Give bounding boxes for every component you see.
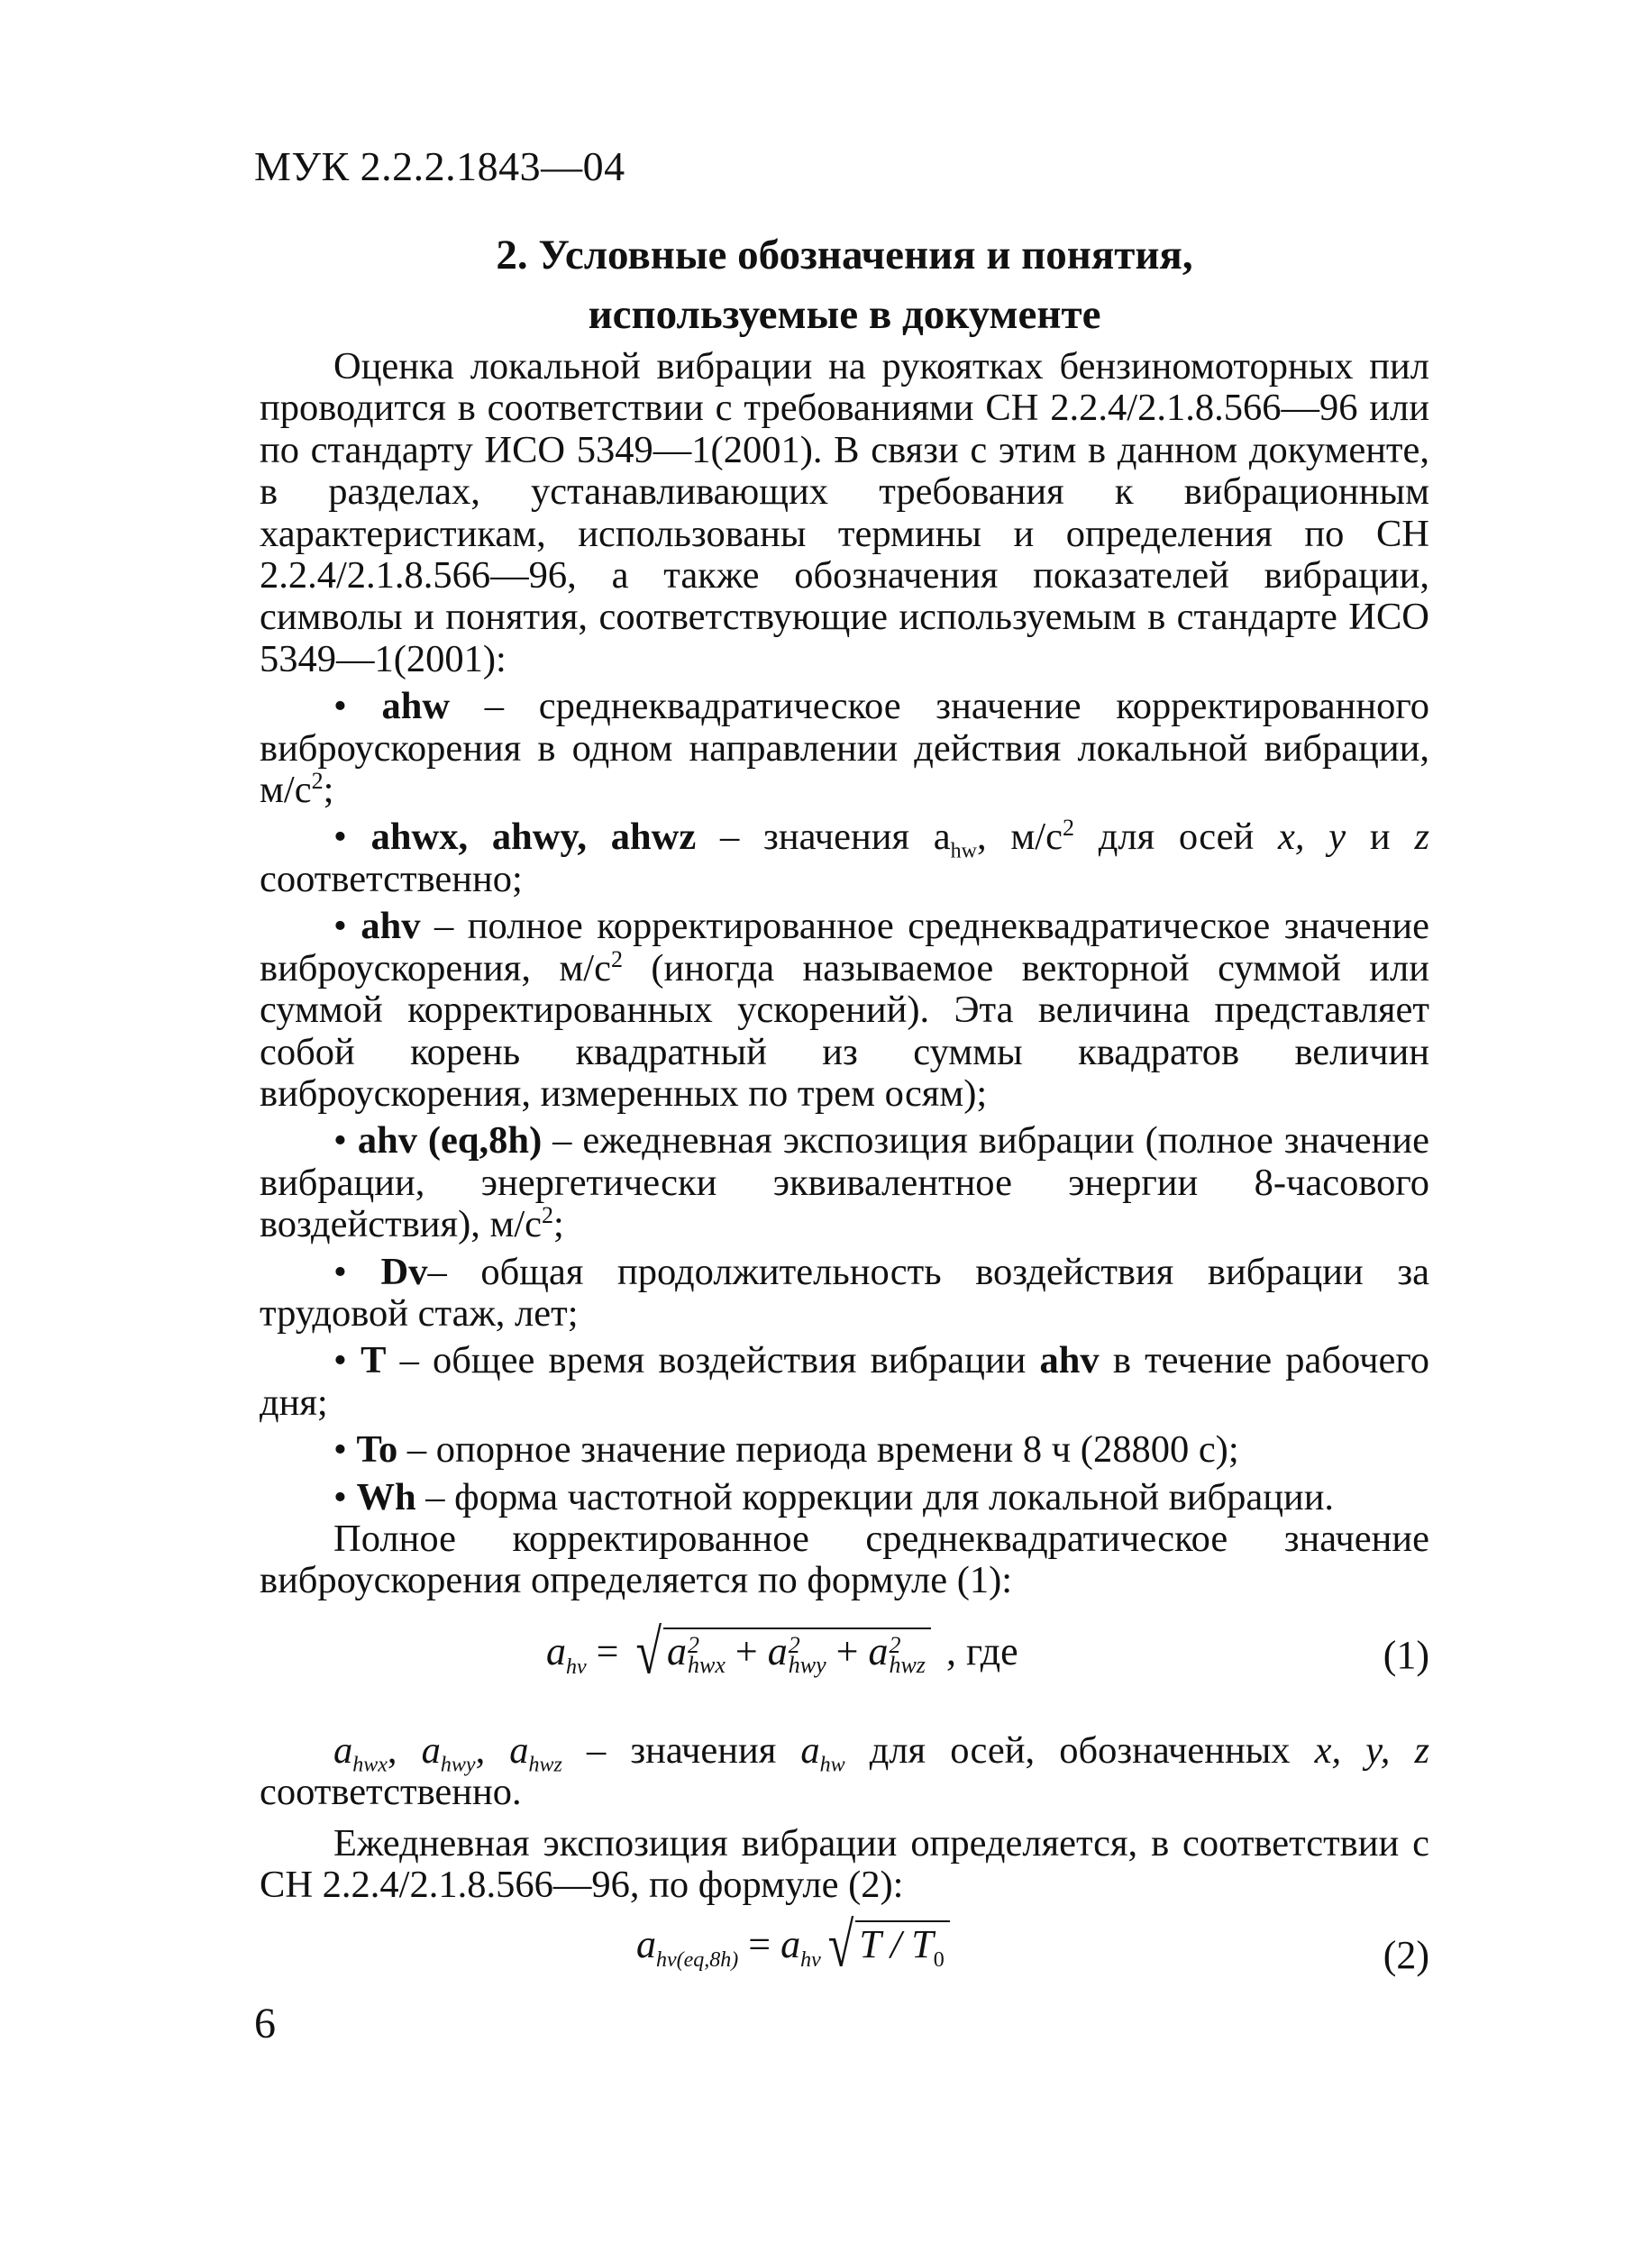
bullet-text: – среднеквадратическое значение корректированного виброускорения в одном направлении действия локальной вибрации, м/с	[260, 685, 1429, 812]
exponent: 2	[688, 1631, 700, 1658]
symbol-ahv-inline: ahv	[1039, 1339, 1100, 1382]
explanation-end: соответственно.	[260, 1771, 522, 1814]
explanation-text: – значения	[561, 1728, 801, 1772]
formula-2-row	[260, 1911, 1429, 2001]
page-number: 6	[254, 2000, 276, 2047]
explanation-text: для осей, обозначенных	[844, 1728, 1315, 1772]
equation-number-1: (1)	[1383, 1632, 1429, 1677]
symbol-to: To	[356, 1428, 398, 1472]
intro-paragraph: Оценка локальной вибрации на рукоятках бензиномоторных пил проводится в соответствии с требованиями СН 2.2.4/2.1.8.566—96 или по стандарту ИСО 5349—1(2001). В связи с этим в данном документе, в разделах, устанавливающих требования к вибрационным характеристикам, использованы термины и определения по СН 2.2.4/2.1.8.566—96, а также обозначения показателей вибрации, символы и понятия, соответствующие используемым в стандарте ИСО 5349—1(2001):	[260, 345, 1429, 680]
symbol-t: T	[361, 1339, 387, 1382]
equation-number-2: (2)	[1383, 1933, 1429, 1978]
formula-symbol: a	[421, 1728, 441, 1772]
plus-sign: +	[725, 1628, 768, 1673]
bullet-item-wh: • Wh – форма частотной коррекции для локальной вибрации.	[333, 1475, 1335, 1518]
section-title-line-2: используемые в документе	[588, 291, 1101, 338]
subscript: 0	[933, 1948, 945, 1973]
formula-symbol: a	[636, 1922, 656, 1967]
subscript: hwz	[528, 1753, 562, 1777]
formula-subscript: hv	[800, 1948, 821, 1973]
axes-label: x, y	[1277, 816, 1346, 859]
document-code: МУК 2.2.2.1843—04	[254, 143, 625, 189]
formula1-explanation: $a_{hwx}$, $a_{hwy}$, $a_{hwz}$ – значения $a_{hw}$ для осей, обозначенных x, y, z соответственно.	[260, 1728, 1430, 1814]
equals-sign: =	[738, 1922, 781, 1967]
formula-1	[546, 1618, 1018, 1688]
symbol-ahv-eq8h: ahv (eq,8h)	[357, 1119, 543, 1163]
subscript: hw	[950, 839, 977, 863]
plus-sign: +	[826, 1628, 869, 1673]
subscript: hw	[819, 1753, 845, 1777]
formula2-intro: Ежедневная экспозиция вибрации определяется, в соответствии с СН 2.2.4/2.1.8.566—96, по формуле (2):	[260, 1821, 1429, 1906]
bullet-end: в течение рабочего дня;	[260, 1339, 1429, 1424]
axis-z-label: z	[1414, 816, 1429, 859]
bullet-text: , м/с	[977, 816, 1063, 859]
radicand-text: T / T	[859, 1922, 934, 1967]
bullet-item-ahv-eq8h: • ahv (eq,8h) – ежедневная экспозиция вибрации (полное значение вибрации, энергетически эквивалентное энергии 8-часового воздействия), $м/с^2$;	[260, 1119, 1429, 1246]
exponent: 2	[788, 1631, 800, 1658]
symbol-dv: Dv	[380, 1250, 428, 1293]
formula-symbol: a	[780, 1922, 801, 1967]
bullet-item-ahw: • ahw – среднеквадратическое значение корректированного виброускорения в одном направлении действия локальной вибрации, $м/с^2$;	[260, 685, 1429, 812]
bullet-text: – общая продолжительность воздействия вибрации за трудовой стаж, лет;	[260, 1250, 1429, 1335]
bullet-text: – опорное значение периода времени 8 ч (28800 с);	[397, 1428, 1239, 1472]
bullet-text: – общее время воздействия вибрации	[386, 1339, 1040, 1382]
bullet-text: и	[1346, 816, 1415, 859]
formula-symbol: a	[509, 1728, 529, 1772]
subscript: hwy	[440, 1753, 476, 1777]
formula-symbol: a	[546, 1628, 566, 1673]
radical-sign: √	[635, 1618, 662, 1688]
bullet-item-to: • To – опорное значение периода времени 8 ч (28800 с);	[333, 1428, 1239, 1472]
body-text	[260, 346, 1429, 2001]
term-subscript: hwz	[889, 1651, 926, 1678]
radicand	[855, 1920, 949, 1973]
formula-subscript: hv(eq,8h)	[656, 1948, 739, 1973]
bullet-end: соответственно;	[260, 857, 523, 900]
symbol-ahv: ahv	[361, 905, 421, 948]
formula-1-row	[260, 1615, 1429, 1716]
bullet-end: (иногда называемое векторной суммой или суммой корректированных ускорений). Эта величина представляет собой корень квадратный из суммы квадратов величин виброускорения, измеренных по трем осям);	[260, 946, 1429, 1115]
formula-subscript: hv	[566, 1655, 587, 1679]
bullet-end: ;	[553, 1203, 564, 1246]
section-title-line-1: 2. Условные обозначения и понятия,	[496, 232, 1193, 278]
bullet-item-t: • T – общее время воздействия вибрации ahv в течение рабочего дня;	[260, 1339, 1429, 1424]
symbol-ahw-axes: ahwx, ahwy, ahwz	[370, 816, 697, 859]
subscript: hwx	[352, 1753, 388, 1777]
axes-label: x, y, z	[1314, 1728, 1430, 1772]
formula-symbol: a	[333, 1728, 353, 1772]
formula-suffix: , где	[936, 1628, 1018, 1673]
term-subscript: hwx	[688, 1651, 726, 1678]
bullet-text: – форма частотной коррекции для локальной вибрации.	[415, 1475, 1335, 1518]
bullet-item-ahv: • ahv – полное корректированное среднеквадратическое значение виброускорения, $м/с^2$ (иногда называемое векторной суммой или суммой корректированных ускорений). Эта величина представляет собой корень квадратный из суммы квадратов величин виброускорения, измеренных по трем осям);	[260, 905, 1429, 1115]
formula1-intro: Полное корректированное среднеквадратическое значение виброускорения определяется по формуле (1):	[260, 1517, 1429, 1602]
radical-sign: √	[827, 1911, 854, 1982]
equals-sign: =	[586, 1628, 629, 1673]
bullet-text: для осей	[1073, 816, 1278, 859]
bullet-text: – ежедневная экспозиция вибрации (полное значение вибрации, энергетически эквивалентное энергии 8-часового воздействия), м/с	[260, 1119, 1429, 1246]
bullet-text: – значения a	[696, 816, 951, 859]
bullet-item-dv: • Dv– общая продолжительность воздействия вибрации за трудовой стаж, лет;	[260, 1250, 1429, 1335]
term-subscript: hwy	[788, 1651, 826, 1678]
symbol-wh: Wh	[356, 1475, 416, 1518]
bullet-text: – полное корректированное среднеквадратическое значение виброускорения, м/с	[260, 905, 1429, 989]
bullet-end: ;	[323, 769, 334, 812]
formula-symbol: a	[800, 1728, 820, 1772]
formula-2	[636, 1911, 950, 1982]
exponent: 2	[889, 1631, 901, 1658]
section-title	[254, 225, 1435, 344]
radicand: a 2 hwx + a 2 hwy + a 2 hwz	[663, 1628, 931, 1677]
symbol-ahw: ahw	[381, 685, 451, 728]
bullet-item-axes: • ahwx, ahwy, ahwz – значения $a_{hw}$, $м/с^2$ для осей x, y и z соответственно;	[260, 815, 1429, 900]
